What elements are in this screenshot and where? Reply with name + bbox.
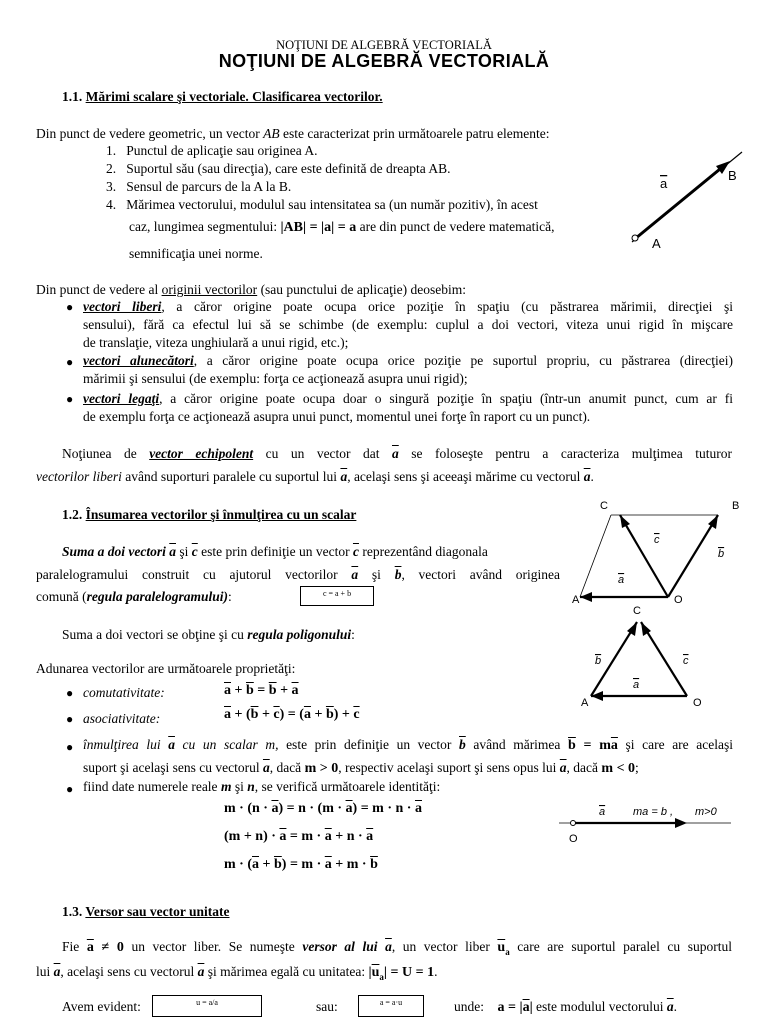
asoc-formula: $\overline{a} + (\overline{b} + \overline{c}) = (\overline{a} + \overline{b}) + \overline{c}$ <box>224 707 360 722</box>
origin-intro: Din punct de vedere al originii vectorilor (sau punctului de aplicaţie) deosebim: <box>36 282 466 297</box>
section-1-3-heading: 1.3. Versor sau vector unitate <box>62 904 230 919</box>
formula-box-sum: c = a + b <box>300 586 374 606</box>
polygon-rule-figure <box>575 600 715 712</box>
liberi-line2: sensului), fără ca efectul lui să se schimbe (de exemplu: cuplul a doi vectori, viteza unui rigid în mişcare <box>83 317 733 332</box>
mult-line1: înmulţirea lui $\overline{a}$ cu un scalar m, este prin definiţie un vector $\overline{b}$ având mărimea $\overline{b} = m\overline{a}$ şi care are acelaşi <box>83 737 733 753</box>
fig2-label-c-point: C <box>600 500 608 512</box>
bullet: ● <box>66 300 74 314</box>
sum-line2: paralelogramului construit cu ajutorul vectorilor $\overline{a}$ şi $\overline{b}$, vectori având originea <box>36 567 561 582</box>
echipolent-line2: vectorilor liberi având suporturi paralele cu suportul lui $\overline{a}$, acelaşi sens şi aceeaşi mărime cu vectorul $\overline{a}$. <box>36 469 594 484</box>
fig1-label-a-point: A <box>652 236 661 251</box>
fig4-label-o-point: O <box>569 833 578 845</box>
fig2-label-c: c <box>654 534 660 546</box>
sum-line1: Suma a doi vectori $\overline{a}$ şi $\overline{c}$ este prin definiţie un vector $\overline{c}$ reprezentând diagonala <box>62 544 488 559</box>
section-1-2-heading: 1.2. Însumarea vectorilor şi înmulţirea cu un scalar <box>62 507 357 522</box>
fig4-label-cond: m>0 <box>695 806 717 818</box>
list-item-1: 1. Punctul de aplicaţie sau originea A. <box>106 143 318 158</box>
avem-label: Avem evident: <box>62 999 141 1014</box>
liberi-line1: vectori liberi, a căror origine poate ocupa orice poziţie în spaţiu (cu păstrarea mărimii, direcţiei şi <box>83 299 734 314</box>
fig1-label-a: a <box>660 176 668 191</box>
fig3-label-o-point: O <box>693 697 702 709</box>
fig3-label-c-point: C <box>633 605 641 617</box>
section-1-1-heading: 1.1. Mărimi scalare şi vectoriale. Clasificarea vectorilor. <box>62 89 383 104</box>
real-line: fiind date numerele reale m şi n, se verifică următoarele identităţi: <box>83 779 441 794</box>
list-item-3: 3. Sensul de parcurs de la A la B. <box>106 179 292 194</box>
vector-ab-figure <box>620 148 750 258</box>
bullet: ● <box>66 740 74 754</box>
identity-1: $m \cdot (n \cdot \overline{a}) = n \cdot (m \cdot \overline{a}) = m \cdot n \cdot \overline{a}$ <box>224 801 422 816</box>
bullet: ● <box>66 355 74 369</box>
bullet: ● <box>66 392 74 406</box>
title-small: NOŢIUNI DE ALGEBRĂ VECTORIALĂ <box>276 38 492 52</box>
fig4-label-a: a <box>599 806 606 818</box>
fig3-label-a: a <box>633 679 640 691</box>
formula-box-modul: a = a·u <box>358 995 424 1017</box>
fig2-label-a-point: A <box>572 594 580 606</box>
bullet: ● <box>66 782 74 796</box>
fig2-label-a: a <box>618 574 625 586</box>
asoc-label: asociativitate: <box>83 711 161 726</box>
formula-box-versor: u = a/a <box>152 995 262 1017</box>
comut-label: comutativitate: <box>83 685 165 700</box>
fig4-label-eq: ma = b , <box>633 806 674 818</box>
fig3-label-a-point: A <box>581 697 589 709</box>
fig3-label-b: b <box>595 655 602 667</box>
fig3-label-c: c <box>683 655 689 667</box>
poligon-line: Suma a doi vectori se obţine şi cu regula poligonului: <box>62 627 355 642</box>
list-item-2: 2. Suportul său (sau direcţia), care este definită de dreapta AB. <box>106 161 451 176</box>
sum-line3: comună (regula paralelogramului): <box>36 589 232 604</box>
legati-line1: vectori legaţi, a căror origine poate ocupa doar o singură poziţie în spaţiu (într-un anumit punct, cum ar fi <box>83 391 733 406</box>
list-item-4-line3: semnificaţia unei norme. <box>129 246 263 261</box>
versor-line1: Fie $\overline{a} \ne 0$ un vector liber. Se numeşte versor al lui $\overline{a}$, un vector liber $\overline{u}_a$ care are suportul paralel cu suportul <box>62 939 732 957</box>
fig1-label-b: B <box>728 168 737 183</box>
alun-line2: mărimii şi sensului (de exemplu: forţa ce acţionează asupra unui rigid); <box>83 371 468 386</box>
list-item-4-line2: caz, lungimea segmentului: |AB| = |a| = a are din punct de vedere matematică, <box>129 219 555 235</box>
parallelogram-figure <box>568 495 748 607</box>
fig2-label-b: b <box>718 548 725 560</box>
comut-formula: $\overline{a} + \overline{b} = \overline{b} + \overline{a}$ <box>224 683 299 698</box>
unde-line: unde: $a = |\overline{a}|$ este modulul vectorului $\overline{a}$. <box>454 999 678 1015</box>
scalar-mult-figure <box>555 798 735 848</box>
bullet: ● <box>66 712 74 726</box>
mult-line2: suport şi acelaşi sens cu vectorul $\overline{a}$, dacă m > 0, respectiv acelaşi suport şi sens opus lui $\overline{a}$, dacă m < 0; <box>83 760 639 776</box>
liberi-line3: de translaţie, viteza unghiulară a unui rigid, etc.); <box>83 335 349 350</box>
alun-line1: vectori alunecători, a căror origine poate ocupa orice poziţie pe suportul propriu, cu păstrarea (direcţiei) <box>83 353 733 368</box>
list-item-4: 4. Mărimea vectorului, modulul sau intensitatea sa (un număr pozitiv), în acest <box>106 197 538 212</box>
identity-2: $(m + n) \cdot \overline{a} = m \cdot \overline{a} + n \cdot \overline{a}$ <box>224 829 374 844</box>
props-line: Adunarea vectorilor are următoarele proprietăţi: <box>36 661 296 676</box>
s1-intro: Din punct de vedere geometric, un vector AB este caracterizat prin următoarele patru elemente: <box>36 126 550 141</box>
bullet: ● <box>66 686 74 700</box>
versor-line2: lui $\overline{a}$, acelaşi sens cu vectorul $\overline{a}$ şi mărimea egală cu unitatea: $|\overline{u}_a| = U = 1$. <box>36 964 438 982</box>
sau-label: sau: <box>316 999 338 1014</box>
echipolent-line1: Noţiunea de vector echipolent cu un vector dat $\overline{a}$ se foloseşte pentru a caracteriza mulţimea tuturor <box>62 446 732 461</box>
fig2-label-b-point: B <box>732 500 740 512</box>
norm-formula: |AB| = |a| = a <box>280 220 357 235</box>
identity-3: $m \cdot (\overline{a} + \overline{b}) = m \cdot \overline{a} + m \cdot \overline{b}$ <box>224 857 378 872</box>
page-title: NOŢIUNI DE ALGEBRĂ VECTORIALĂ <box>218 51 550 71</box>
fig2-label-o-point: O <box>674 594 683 606</box>
legati-line2: de exemplu forţa ce acţionează asupra unui punct, momentul unei forţe în raport cu un punct). <box>83 409 591 424</box>
